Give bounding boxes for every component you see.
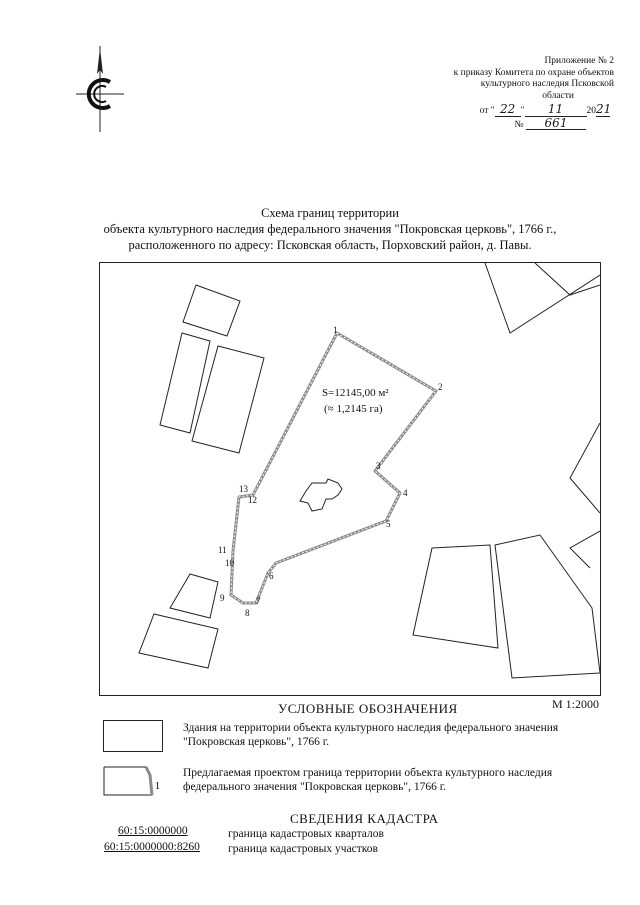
cadastral-map [99,262,601,696]
point-label-2: 2 [438,382,443,392]
cadastral-parcel-code: 60:15:0000000:8260 [104,841,200,853]
point-label-6: 6 [269,571,274,581]
legend-line: федерального значения "Покровская церковь", 1766 г. [183,781,446,793]
legend-heading: УСЛОВНЫЕ ОБОЗНАЧЕНИЯ [278,701,458,716]
appendix-line: области [542,90,574,101]
appendix-line: культурного наследия Псковской [480,79,614,89]
territory-boundary [231,333,436,603]
order-number: 661 [526,118,586,131]
appendix-line: к приказу Комитета по охране объектов [453,67,614,78]
cadastral-quarter-code: 60:15:0000000 [118,825,188,837]
date-year-prefix: 20 [586,106,596,116]
building [495,535,600,678]
point-label-13: 13 [239,484,248,494]
point-label-8: 8 [245,608,250,618]
building [170,574,218,618]
date-month: 11 [525,104,587,117]
legend-line: Здания на территории объекта культурного наследия федерального значения [183,722,559,734]
point-label-4: 4 [403,488,408,498]
legend-building-symbol [103,720,163,752]
appendix-line: Приложение № 2 [544,56,614,66]
legend-sample-label: 1 [155,781,160,792]
title-line: Схема границ территории [261,206,399,220]
scheme-title [60,205,600,253]
area-label: S=12145,00 м² [322,387,389,399]
legend-building-text [183,721,603,749]
appendix-header [414,56,614,131]
cadastre-heading: СВЕДЕНИЯ КАДАСТРА [290,811,439,826]
point-label-5: 5 [386,519,391,529]
appendix-number [414,115,614,132]
parcel-boundary [570,423,600,513]
cadastral-parcel-desc: граница кадастровых участков [228,843,378,855]
legend-boundary-symbol [100,763,166,799]
date-sep: " [520,106,525,116]
date-prefix: от " [479,106,495,116]
point-label-11: 11 [218,545,227,555]
church-building [300,479,342,511]
date-day: 22 [495,104,521,117]
point-label-1: 1 [333,325,338,335]
legend-line: Предлагаемая проектом граница территории объекта культурного наследия [183,767,553,779]
title-line: объекта культурного наследия федерального значения "Покровская церковь", 1766 г., [103,222,557,236]
title-line: расположенного по адресу: Псковская область, Порховский район, д. Павы. [128,238,532,252]
map-scale: М 1:2000 [552,697,600,711]
building [139,614,218,668]
legend-boundary-text [183,766,603,794]
parcel-boundary [570,531,600,568]
building [413,545,498,648]
date-year: 21 [596,102,612,116]
point-label-3: 3 [376,461,381,471]
parcel-boundary [485,263,600,333]
point-label-12: 12 [248,495,257,505]
point-label-10: 10 [225,558,234,568]
legend-line: "Покровская церковь", 1766 г. [183,736,330,748]
cadastral-quarter-desc: граница кадастровых кварталов [228,828,384,840]
building [183,285,240,336]
parcel-boundary [535,263,600,295]
appendix-date [414,104,614,118]
point-label-7: 7 [256,596,261,606]
north-arrow-icon [72,44,128,134]
number-prefix: № [514,119,524,130]
area-label-ha: (≈ 1,2145 га) [324,403,383,415]
point-label-9: 9 [220,593,225,603]
